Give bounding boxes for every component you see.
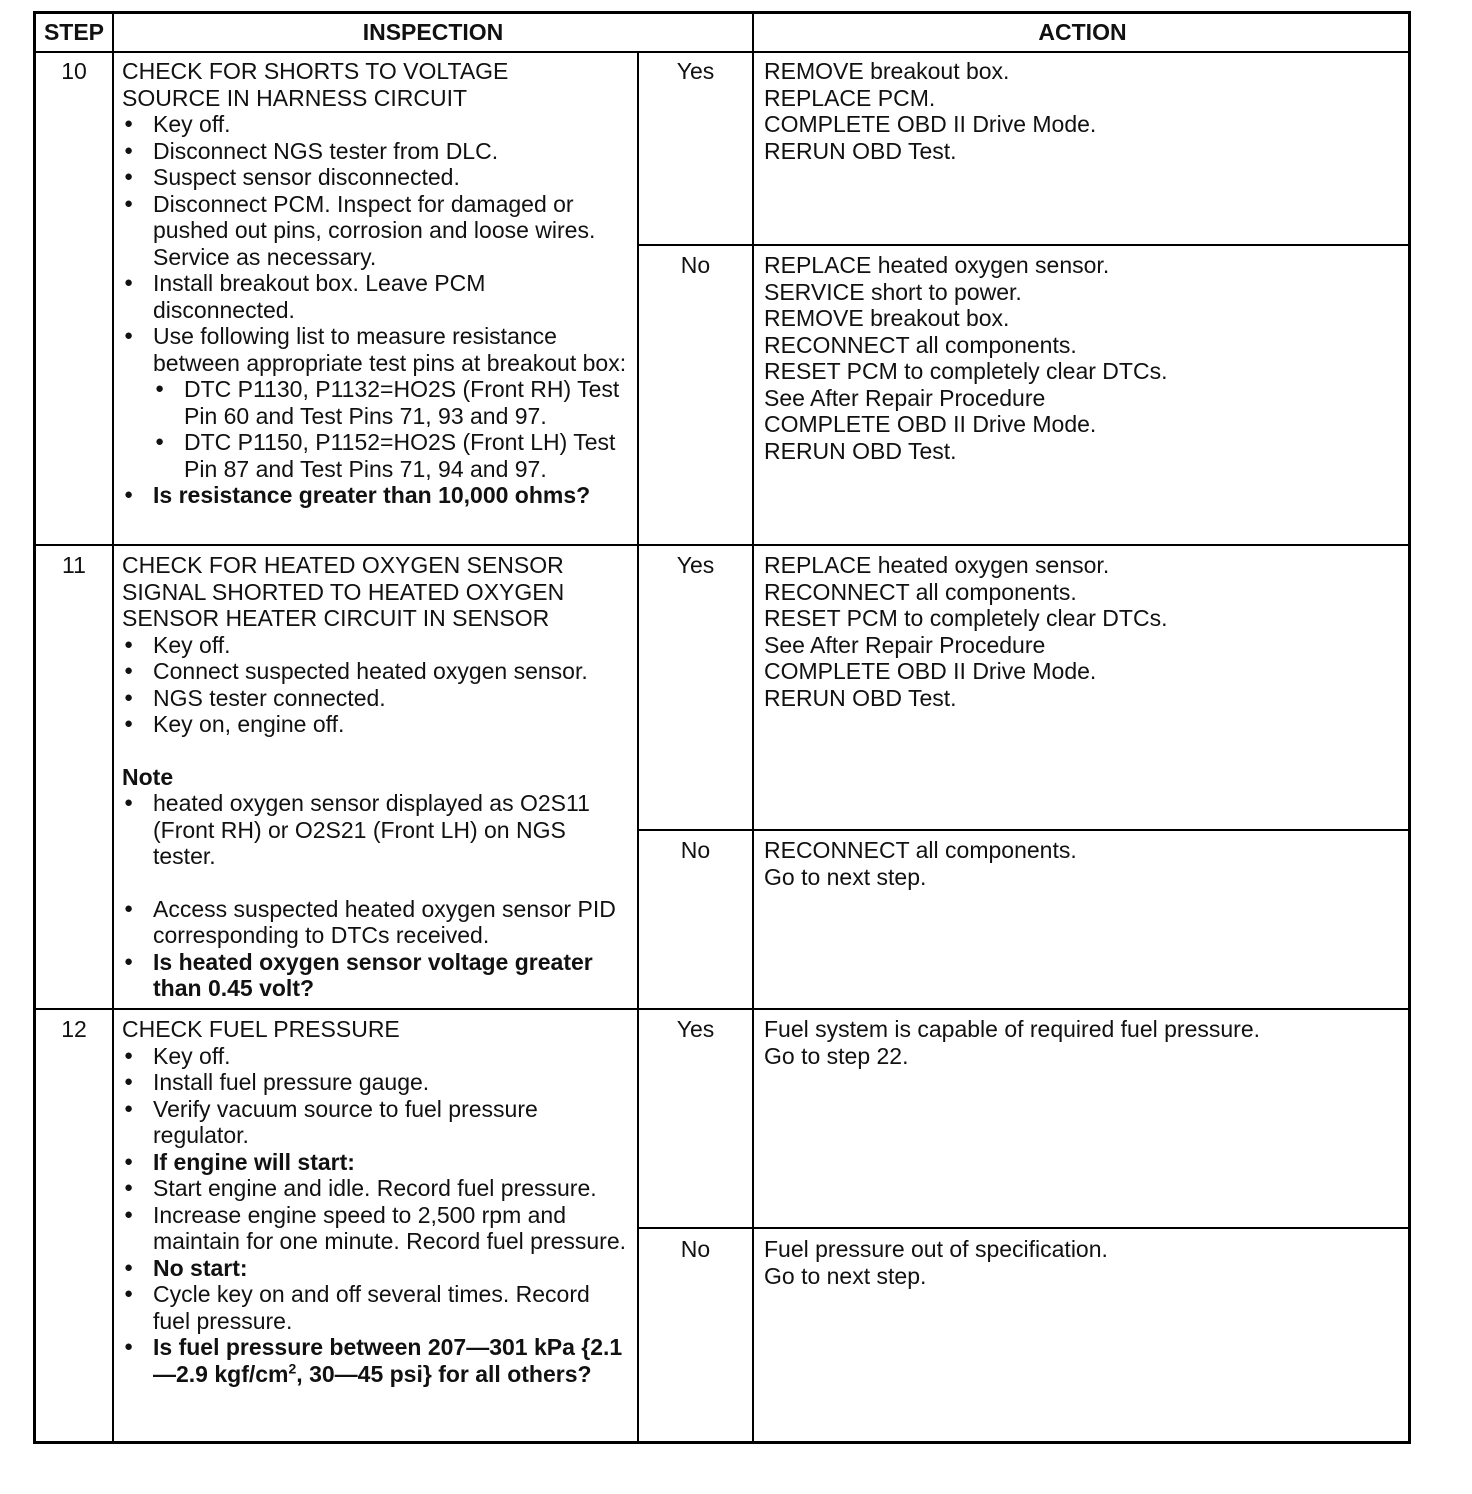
bullet-item: ● Suspect sensor disconnected. — [122, 164, 632, 191]
step-11-inspection — [122, 552, 632, 1002]
yes-action — [764, 1016, 1404, 1069]
no-action — [764, 1236, 1404, 1289]
action-line: REMOVE breakout box. — [764, 305, 1010, 331]
action-line: REPLACE heated oxygen sensor. — [764, 552, 1110, 578]
question-part: , 30—45 psi} for all others? — [296, 1360, 592, 1387]
bullet-item: ● Disconnect PCM. Inspect for damaged or pushed out pins, corrosion and loose wires. Service as necessary. — [122, 191, 632, 271]
action-line: RECONNECT all components. — [764, 331, 1077, 358]
sub-bullet-item: ● DTC P1150, P1152=HO2S (Front LH) Test Pin 87 and Test Pins 71, 94 and 97. — [122, 429, 632, 482]
action-line: RERUN OBD Test. — [764, 437, 957, 464]
yes-action — [764, 552, 1404, 711]
divider-step — [112, 14, 114, 1444]
action-line: COMPLETE OBD II Drive Mode. — [764, 111, 1097, 137]
divider-step10-yes-no — [637, 244, 1411, 246]
bullet-item: ● Key off. — [122, 1043, 632, 1070]
action-line: RECONNECT all components. — [764, 578, 1077, 605]
step-title: CHECK FOR SHORTS TO VOLTAGE — [122, 58, 509, 84]
bullet-item: ● Connect suspected heated oxygen sensor. — [122, 658, 632, 685]
condition-label: ● No start: — [122, 1255, 632, 1282]
action-line: COMPLETE OBD II Drive Mode. — [764, 658, 1097, 684]
action-line: COMPLETE OBD II Drive Mode. — [764, 411, 1097, 437]
step-12-inspection — [122, 1016, 632, 1387]
superscript: 2 — [288, 1359, 297, 1376]
condition-label: ● If engine will start: — [122, 1149, 632, 1176]
diagnostic-table — [33, 11, 1411, 1444]
bullet-item: ● Install fuel pressure gauge. — [122, 1069, 632, 1096]
step-title: SIGNAL SHORTED TO HEATED OXYGEN — [122, 578, 565, 605]
step-number: 11 — [62, 552, 86, 578]
note-label: Note — [122, 763, 174, 790]
action-line: REPLACE heated oxygen sensor. — [764, 252, 1110, 278]
bullet-item: ● Disconnect NGS tester from DLC. — [122, 138, 632, 165]
action-line: RESET PCM to completely clear DTCs. — [764, 605, 1168, 631]
bullet-item: ● Key off. — [122, 632, 632, 659]
divider-action — [752, 14, 754, 1444]
bullet-item: ● Key on, engine off. — [122, 711, 632, 738]
question: ● Is resistance greater than 10,000 ohms? — [122, 482, 632, 509]
bullet-item: ● Cycle key on and off several times. Record fuel pressure. — [122, 1281, 632, 1334]
yes-label: Yes — [676, 552, 715, 578]
action-line: RECONNECT all components. — [764, 837, 1077, 863]
step-title: CHECK FOR HEATED OXYGEN SENSOR — [122, 552, 564, 578]
bullet-item: ● Verify vacuum source to fuel pressure regulator. — [122, 1096, 632, 1149]
action-line: Go to next step. — [764, 1262, 927, 1289]
step-number: 10 — [61, 58, 87, 84]
no-action — [764, 837, 1404, 890]
action-line: REMOVE breakout box. — [764, 58, 1010, 84]
header-inspection: INSPECTION — [362, 19, 504, 45]
note-bullet: ● heated oxygen sensor displayed as O2S11 (Front RH) or O2S21 (Front LH) on NGS tester. — [122, 790, 632, 870]
divider-step10 — [36, 544, 1411, 546]
step-title: SENSOR HEATER CIRCUIT IN SENSOR — [122, 605, 550, 631]
bullet-item: ● NGS tester connected. — [122, 685, 632, 712]
no-label: No — [680, 252, 711, 278]
header-step: STEP — [43, 19, 105, 45]
step-title: SOURCE IN HARNESS CIRCUIT — [122, 84, 468, 111]
bullet-item: ● Use following list to measure resistance between appropriate test pins at breakout box: — [122, 323, 632, 376]
action-line: See After Repair Procedure — [764, 384, 1046, 411]
step-number: 12 — [61, 1016, 87, 1042]
action-line: See After Repair Procedure — [764, 631, 1046, 658]
question — [122, 1334, 632, 1387]
bullet-item: ● Access suspected heated oxygen sensor PID corresponding to DTCs received. — [122, 896, 632, 949]
divider-step11-yes-no — [637, 829, 1411, 831]
no-label: No — [680, 837, 711, 863]
action-line: Go to step 22. — [764, 1042, 909, 1069]
action-line: RERUN OBD Test. — [764, 137, 957, 164]
sub-bullet-item: ● DTC P1130, P1132=HO2S (Front RH) Test Pin 60 and Test Pins 71, 93 and 97. — [122, 376, 632, 429]
question: ● Is heated oxygen sensor voltage greater than 0.45 volt? — [122, 949, 632, 1002]
action-line: Go to next step. — [764, 863, 927, 890]
action-line: Fuel system is capable of required fuel pressure. — [764, 1016, 1261, 1042]
bullet-item: ● Increase engine speed to 2,500 rpm and maintain for one minute. Record fuel pressure. — [122, 1202, 632, 1255]
step-title: CHECK FUEL PRESSURE — [122, 1016, 400, 1042]
action-line: SERVICE short to power. — [764, 278, 1022, 305]
bullet-item: ● Key off. — [122, 111, 632, 138]
step-10-inspection — [122, 58, 632, 509]
divider-step12-yes-no — [637, 1227, 1411, 1229]
yes-action — [764, 58, 1404, 164]
divider-step11 — [36, 1008, 1411, 1010]
action-line: REPLACE PCM. — [764, 84, 936, 111]
no-action — [764, 252, 1404, 464]
bullet-item: ● Start engine and idle. Record fuel pressure. — [122, 1175, 632, 1202]
yes-label: Yes — [676, 58, 715, 84]
bullet-item: ● Install breakout box. Leave PCM disconnected. — [122, 270, 632, 323]
no-label: No — [680, 1236, 711, 1262]
header-action: ACTION — [1038, 19, 1127, 45]
divider-header — [36, 51, 1411, 53]
action-line: RERUN OBD Test. — [764, 684, 957, 711]
question-part: Is fuel pressure between 207—301 kPa {2.1—2.9 kgf/cm — [153, 1334, 623, 1387]
action-line: Fuel pressure out of specification. — [764, 1236, 1108, 1262]
action-line: RESET PCM to completely clear DTCs. — [764, 358, 1168, 384]
yes-label: Yes — [676, 1016, 715, 1042]
